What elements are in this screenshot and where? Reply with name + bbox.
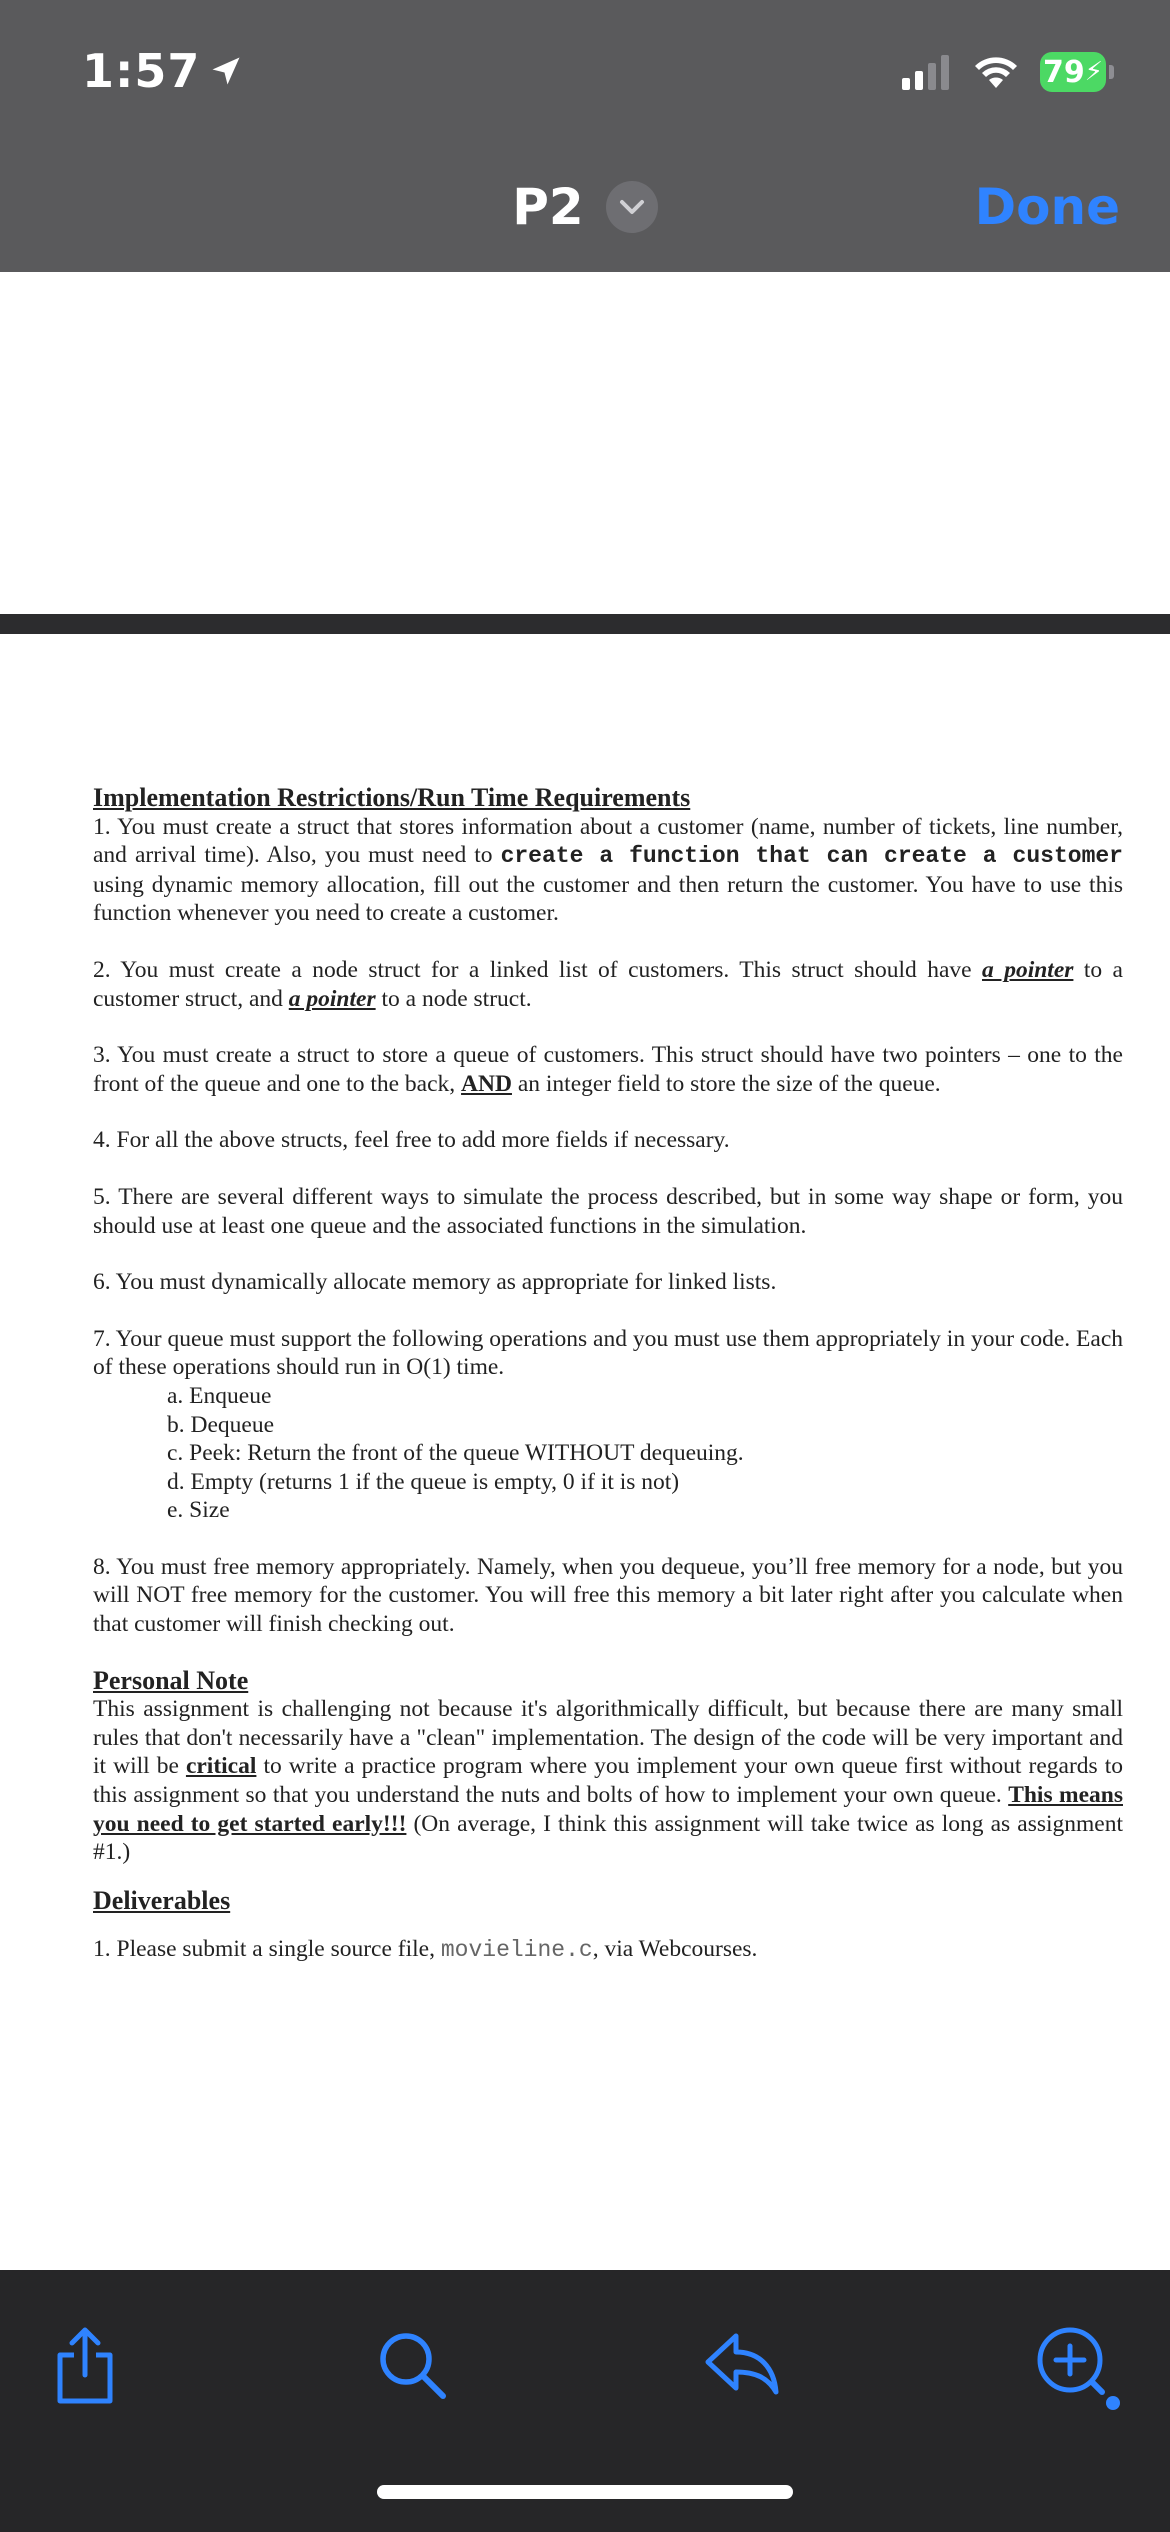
emphasis-pointer: a pointer xyxy=(982,956,1074,983)
status-time-text: 1:57 xyxy=(82,44,201,98)
search-button[interactable] xyxy=(367,2320,457,2410)
heading-deliverables: Deliverables xyxy=(93,1885,231,1915)
document-title[interactable]: P2 xyxy=(512,178,584,236)
requirement-7: 7. Your queue must support the following operations and you must use them appropriately in your code. Each of these operations should run in O(1) time. xyxy=(93,1325,1123,1381)
emphasis-pointer: a pointer xyxy=(288,985,376,1012)
status-icons xyxy=(902,52,1114,92)
personal-note-text: This assignment is challenging not because it's algorithmically difficult, but because there are many small rules that don't necessarily have a "clean" implementation. The design of the code will be very important and it will be critical to write a practice program where you implement your own queue first without regards to this assignment so that you understand the nuts and bolts of how to implement your own queue. This means you need to get started early!!! (On average, I think this assignment will take twice as long as assignment #1.) xyxy=(93,1696,1123,1866)
list-item: d. Empty (returns 1 if the queue is empty, 0 if it is not) xyxy=(167,1468,680,1495)
bold-phrase: create a function that can create a customer xyxy=(500,843,1123,870)
list-item: b. Dequeue xyxy=(167,1411,275,1438)
location-arrow-icon xyxy=(208,53,244,89)
zoom-in-icon xyxy=(1030,2320,1120,2410)
page-separator xyxy=(0,614,1170,634)
reply-button[interactable] xyxy=(697,2320,787,2410)
emphasis-critical: critical xyxy=(185,1753,257,1780)
emphasis-and: AND xyxy=(461,1070,512,1097)
wifi-icon xyxy=(974,54,1018,90)
document-page xyxy=(93,784,1123,1965)
zoom-in-button[interactable] xyxy=(1030,2320,1120,2410)
charging-bolt-icon: ⚡ xyxy=(1084,57,1103,87)
home-indicator[interactable] xyxy=(377,2485,793,2499)
done-button[interactable]: Done xyxy=(974,178,1120,236)
list-item: a. Enqueue xyxy=(167,1382,272,1409)
search-icon xyxy=(375,2328,449,2402)
filename: movieline.c xyxy=(440,1937,593,1964)
share-button[interactable] xyxy=(40,2320,130,2410)
battery-level: 79 ⚡ xyxy=(1040,52,1106,92)
requirement-6: 6. You must dynamically allocate memory as appropriate for linked lists. xyxy=(93,1269,777,1296)
operations-list xyxy=(93,1382,1123,1525)
emphasis-start-early: This means you need to get started early!!! xyxy=(93,1782,1123,1837)
heading-implementation: Implementation Restrictions/Run Time Requirements xyxy=(93,783,691,812)
requirement-3: 3. You must create a struct to store a queue of customers. This struct should have two pointers – one to the front of the queue and one to the back, AND an integer field to store the size of the queue. xyxy=(93,1042,1123,1097)
list-item: e. Size xyxy=(167,1497,230,1524)
title-menu-button[interactable] xyxy=(606,181,658,233)
requirement-1: 1. You must create a struct that stores information about a customer (name, number of tickets, line number, and arrival time). Also, you must need to create a function that can create a customer using dynamic memory allocation, fill out the customer and then return the customer. You have to use this function whenever you need to create a customer. xyxy=(93,813,1123,927)
top-bar xyxy=(0,0,1170,272)
list-item: c. Peek: Return the front of the queue WITHOUT dequeuing. xyxy=(167,1440,744,1467)
requirement-2: 2. You must create a node struct for a linked list of customers. This struct should have a pointer to a customer struct, and a pointer to a node struct. xyxy=(93,956,1123,1012)
chevron-down-icon xyxy=(619,199,645,215)
battery-indicator xyxy=(1040,52,1114,92)
reply-icon xyxy=(702,2330,782,2400)
deliverable-1: 1. Please submit a single source file, movieline.c, via Webcourses. xyxy=(93,1936,758,1964)
cellular-signal-icon xyxy=(902,54,952,90)
status-time xyxy=(82,44,244,98)
battery-tip xyxy=(1109,65,1114,79)
requirement-4: 4. For all the above structs, feel free to add more fields if necessary. xyxy=(93,1127,730,1154)
share-icon xyxy=(50,2325,120,2405)
heading-personal-note: Personal Note xyxy=(93,1665,249,1695)
requirement-5: 5. There are several different ways to simulate the process described, but in some way shape or form, you should use at least one queue and the associated functions in the simulation. xyxy=(93,1183,1123,1239)
requirement-8: 8. You must free memory appropriately. Namely, when you dequeue, you’ll free memory for a node, but you will NOT free memory for the customer. You will free this memory a bit later right after you calculate when that customer will finish checking out. xyxy=(93,1553,1123,1638)
